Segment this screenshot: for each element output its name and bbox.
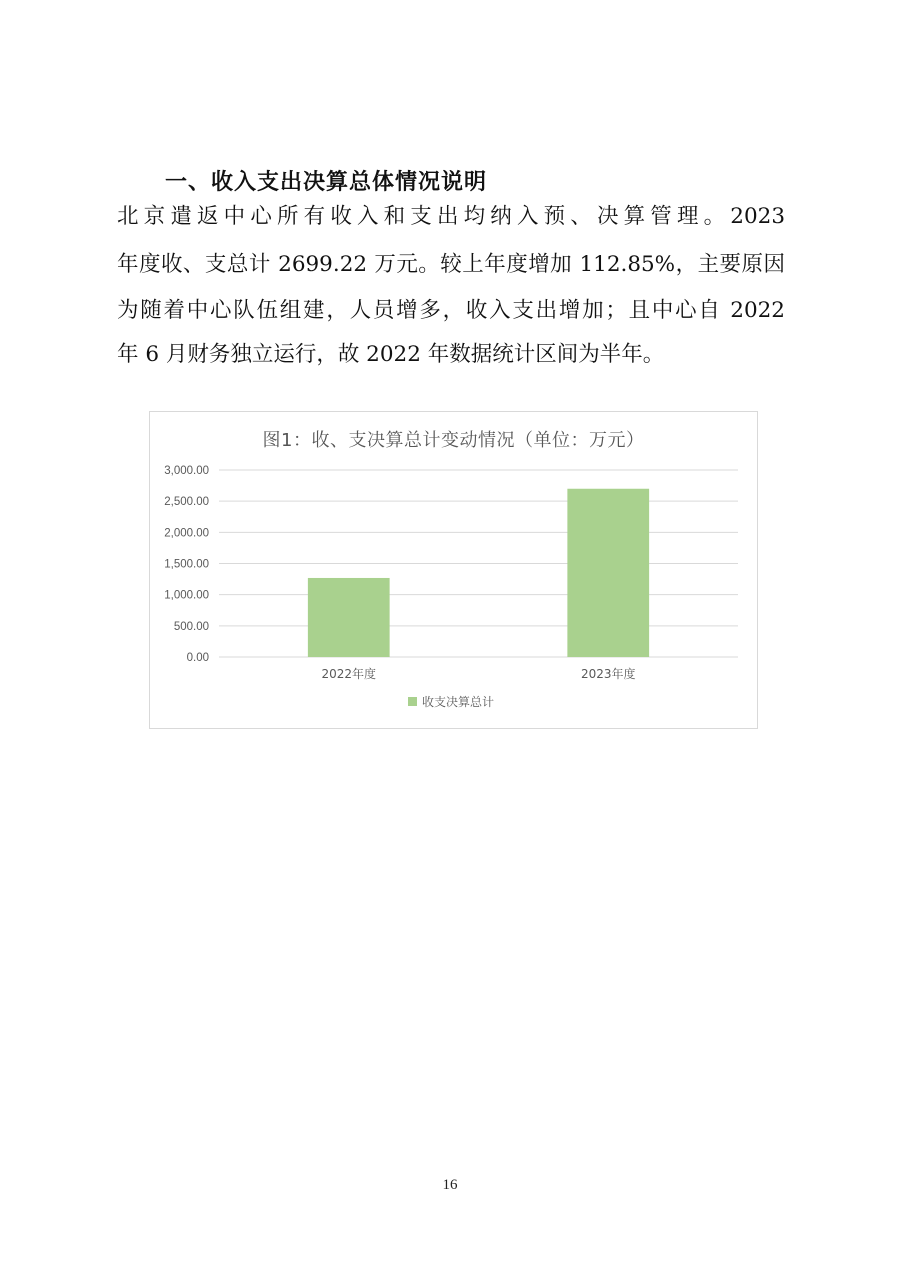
y-tick-label: 2,000.00 [164,527,209,540]
chart-container [149,411,758,729]
y-tick-label: 1,500.00 [164,558,209,571]
paragraph-line-1: 北京遣返中心所有收入和支出均纳入预、决算管理。2023 [117,204,785,229]
x-tick-label: 2023年度 [580,667,636,681]
y-tick-label: 3,000.00 [164,465,209,477]
bar [308,578,390,657]
section-heading: 一、收入支出决算总体情况说明 [165,170,488,195]
paragraph-line-4: 年 6 月财务独立运行，故 2022 年数据统计区间为半年。 [117,342,665,367]
x-tick-label: 2022年度 [321,667,377,681]
bar [567,489,649,657]
y-tick-label: 2,500.00 [164,496,209,509]
y-tick-label: 500.00 [173,620,209,633]
y-tick-label: 1,000.00 [164,589,209,602]
legend-label: 收支决算总计 [422,695,495,709]
paragraph-line-2: 年度收、支总计 2699.22 万元。较上年度增加 112.85%，主要原因 [117,252,785,277]
y-tick-label: 0.00 [186,652,209,664]
chart-title: 图1：收、支决算总计变动情况（单位：万元） [262,430,645,451]
legend-swatch [408,697,417,706]
paragraph-line-3: 为随着中心队伍组建，人员增多，收入支出增加；且中心自 2022 [117,298,785,323]
bar-chart [150,412,757,728]
page-number: 16 [442,1177,458,1193]
